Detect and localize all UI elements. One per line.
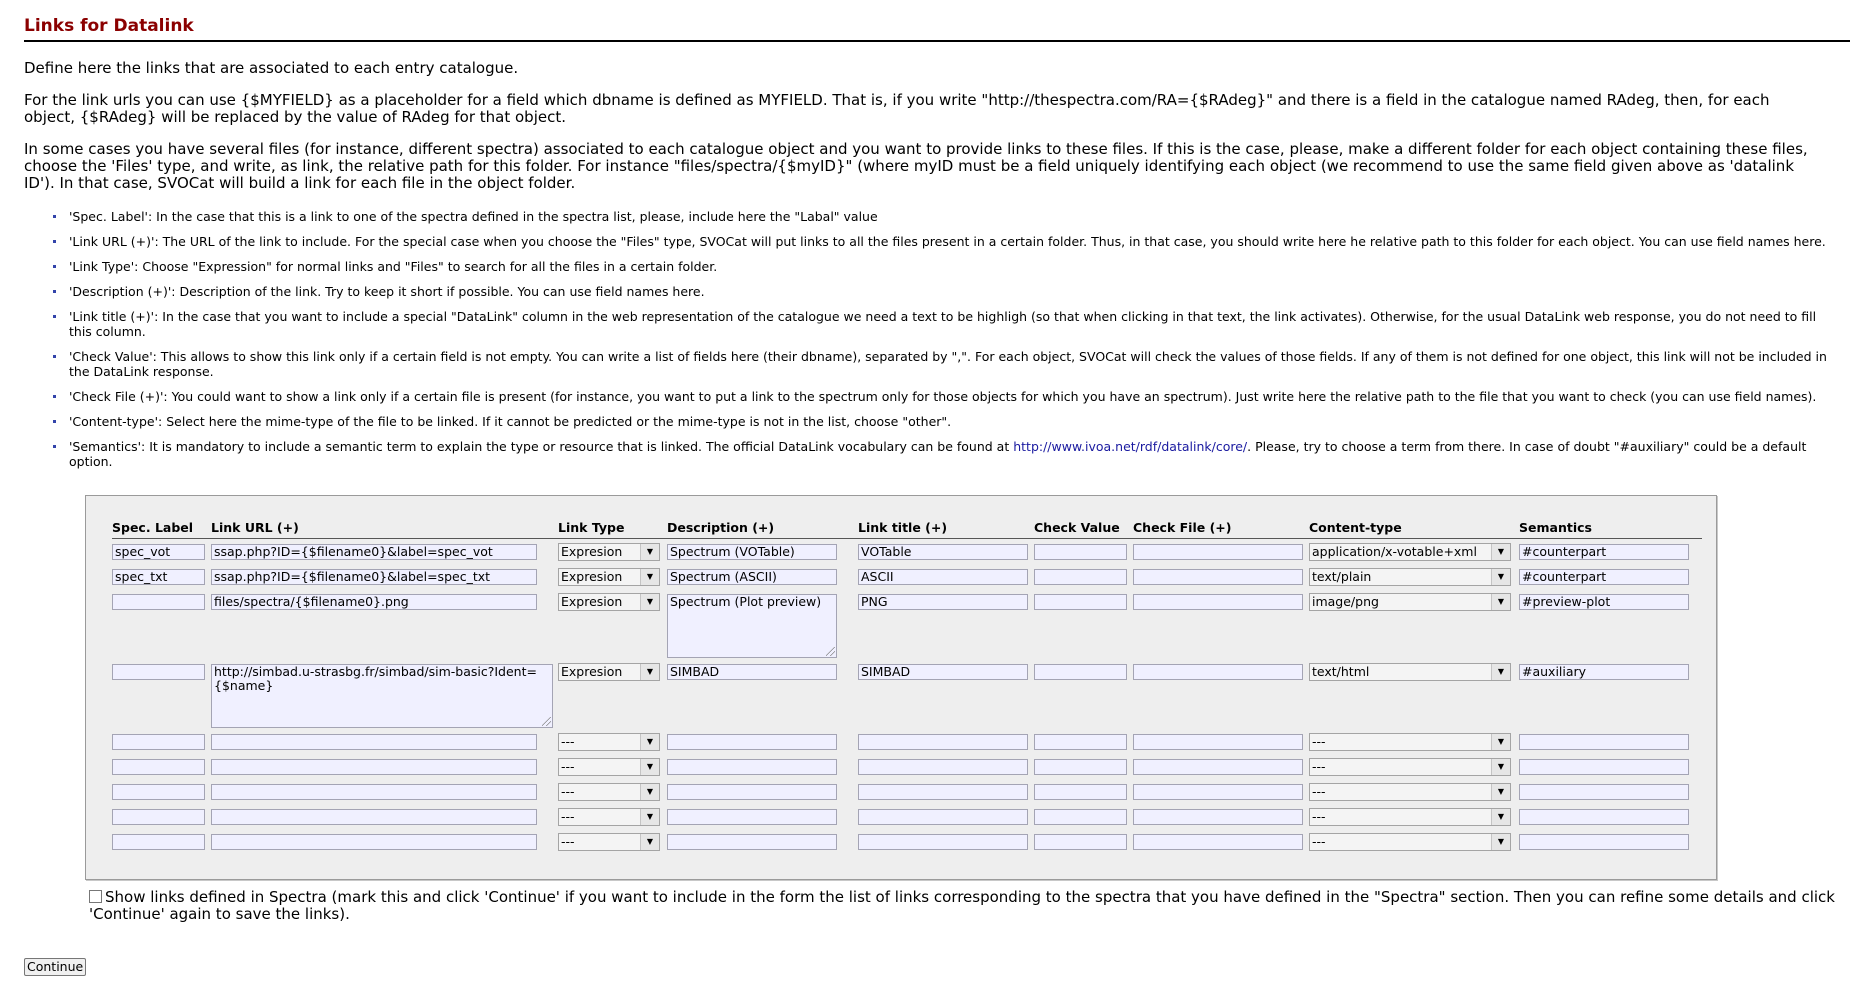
row-8-content-type-select[interactable]: [1309, 808, 1511, 826]
row-8-semantics-input[interactable]: [1519, 809, 1689, 825]
intro-text: Define here the links that are associated to each entry catalogue.: [24, 59, 519, 77]
row-7-content-type-value: ---: [1312, 784, 1326, 799]
row-5-content-type-value: ---: [1312, 734, 1326, 749]
row-2-link-url-input[interactable]: ssap.php?ID={$filename0}&label=spec_txt: [211, 569, 537, 585]
row-9-link-url-input[interactable]: [211, 834, 537, 850]
chevron-down-icon: ▼: [640, 569, 659, 585]
row-9-link-title-input[interactable]: [858, 834, 1028, 850]
datalink-vocabulary-link[interactable]: http://www.ivoa.net/rdf/datalink/core/: [1013, 439, 1248, 454]
row-4-link-url-text: http://simbad.u-strasbg.fr/simbad/sim-basic?Ident={$name}: [214, 664, 537, 693]
row-7-spec-label-input[interactable]: [112, 784, 205, 800]
row-6-link-url-input[interactable]: [211, 759, 537, 775]
row-9-check-value-input[interactable]: [1034, 834, 1127, 850]
chevron-down-icon: ▼: [640, 834, 659, 850]
row-4-content-type-select[interactable]: [1309, 663, 1511, 681]
row-3-check-value-input[interactable]: [1034, 594, 1127, 610]
chevron-down-icon: ▼: [640, 664, 659, 680]
column-help-list: [52, 209, 1842, 479]
chevron-down-icon: ▼: [640, 734, 659, 750]
row-4-link-type-value: Expresion: [561, 664, 623, 679]
row-3-description-text: Spectrum (Plot preview): [670, 594, 822, 609]
row-7-check-file-input[interactable]: [1133, 784, 1303, 800]
help-item-check-file: 'Check File (+)': You could want to show a link only if a certain file is present (for instance, you want to put a link to the spectrum only for those objects for which you have an spectrum). Just write here the relative path to the file that you want to check (you can use field names).: [52, 389, 1842, 404]
chevron-down-icon: ▼: [1491, 809, 1510, 825]
chevron-down-icon: ▼: [1491, 594, 1510, 610]
row-1-content-type-select[interactable]: [1309, 543, 1511, 561]
row-8-link-url-input[interactable]: [211, 809, 537, 825]
show-spectra-links-checkbox[interactable]: [89, 890, 102, 903]
row-4-description-input[interactable]: SIMBAD: [667, 664, 837, 680]
row-6-semantics-input[interactable]: [1519, 759, 1689, 775]
row-5-spec-label-input[interactable]: [112, 734, 205, 750]
page-title: Links for Datalink: [24, 16, 1850, 42]
row-2-check-file-input[interactable]: [1133, 569, 1303, 585]
row-1-check-file-input[interactable]: [1133, 544, 1303, 560]
column-header-link-url: Link URL (+): [211, 520, 299, 535]
chevron-down-icon: ▼: [640, 784, 659, 800]
chevron-down-icon: ▼: [1491, 734, 1510, 750]
row-9-content-type-select[interactable]: [1309, 833, 1511, 851]
row-1-link-type-value: Expresion: [561, 544, 623, 559]
chevron-down-icon: ▼: [1491, 834, 1510, 850]
row-9-description-input[interactable]: [667, 834, 837, 850]
row-2-description-input[interactable]: Spectrum (ASCII): [667, 569, 837, 585]
chevron-down-icon: ▼: [1491, 544, 1510, 560]
row-1-semantics-input[interactable]: #counterpart: [1519, 544, 1689, 560]
row-3-description-input[interactable]: [667, 594, 837, 658]
column-header-content-type: Content-type: [1309, 520, 1402, 535]
row-4-semantics-input[interactable]: #auxiliary: [1519, 664, 1689, 680]
chevron-down-icon: ▼: [1491, 569, 1510, 585]
row-9-link-type-value: ---: [561, 834, 575, 849]
help-item-link-title: 'Link title (+)': In the case that you want to include a special "DataLink" column in the web representation of the catalogue we need a text to be highligh (so that when clicking in that text, the link activates). Otherwise, for the usual DataLink web response, you do not need to fill this column.: [52, 309, 1842, 339]
row-1-check-value-input[interactable]: [1034, 544, 1127, 560]
chevron-down-icon: ▼: [1491, 784, 1510, 800]
row-8-link-type-select[interactable]: [558, 808, 660, 826]
row-7-link-type-select[interactable]: [558, 783, 660, 801]
row-8-description-input[interactable]: [667, 809, 837, 825]
row-2-link-type-select[interactable]: [558, 568, 660, 586]
row-9-content-type-value: ---: [1312, 834, 1326, 849]
semantics-help-text: 'Semantics': It is mandatory to include a semantic term to explain the type or resource that is linked. The official DataLink vocabulary can be found at: [69, 439, 1014, 454]
row-9-check-file-input[interactable]: [1133, 834, 1303, 850]
row-8-check-value-input[interactable]: [1034, 809, 1127, 825]
row-2-link-title-input[interactable]: ASCII: [858, 569, 1028, 585]
row-1-link-url-input[interactable]: ssap.php?ID={$filename0}&label=spec_vot: [211, 544, 537, 560]
row-5-link-url-input[interactable]: [211, 734, 537, 750]
help-item-semantics: [52, 439, 1842, 469]
row-5-link-title-input[interactable]: [858, 734, 1028, 750]
row-3-link-type-select[interactable]: [558, 593, 660, 611]
placeholder-help-text: For the link urls you can use {$MYFIELD} as a placeholder for a field which dbname is defined as MYFIELD. That is, if you write "http://thespectra.com/RA={$RAdeg}" and there is a field in the catalogue named RAdeg, then, for each object, {$RAdeg} will be replaced by the value of RAdeg for that object.: [24, 91, 1770, 126]
row-4-link-title-input[interactable]: SIMBAD: [858, 664, 1028, 680]
row-5-check-file-input[interactable]: [1133, 734, 1303, 750]
row-7-description-input[interactable]: [667, 784, 837, 800]
row-8-link-type-value: ---: [561, 809, 575, 824]
row-6-spec-label-input[interactable]: [112, 759, 205, 775]
row-4-content-type-value: text/html: [1312, 664, 1370, 679]
help-item-description: 'Description (+)': Description of the link. Try to keep it short if possible. You can use field names here.: [52, 284, 1842, 299]
help-item-link-url: 'Link URL (+)': The URL of the link to include. For the special case when you choose the "Files" type, SVOCat will put links to all the files present in a certain folder. Thus, in that case, you should write here he relative path to this folder for each object. You can use field names here.: [52, 234, 1842, 249]
help-item-content-type: 'Content-type': Select here the mime-type of the file to be linked. If it cannot be predicted or the mime-type is not in the list, choose "other".: [52, 414, 1842, 429]
row-8-content-type-value: ---: [1312, 809, 1326, 824]
chevron-down-icon: ▼: [640, 809, 659, 825]
resize-grip-icon[interactable]: [542, 717, 551, 726]
row-7-link-url-input[interactable]: [211, 784, 537, 800]
column-header-link-type: Link Type: [558, 520, 625, 535]
row-4-link-url-input[interactable]: [211, 664, 553, 728]
row-3-link-url-input[interactable]: files/spectra/{$filename0}.png: [211, 594, 537, 610]
column-header-description: Description (+): [667, 520, 775, 535]
row-9-semantics-input[interactable]: [1519, 834, 1689, 850]
row-5-semantics-input[interactable]: [1519, 734, 1689, 750]
chevron-down-icon: ▼: [640, 594, 659, 610]
row-1-description-input[interactable]: Spectrum (VOTable): [667, 544, 837, 560]
row-8-spec-label-input[interactable]: [112, 809, 205, 825]
show-spectra-links-label: Show links defined in Spectra (mark this and click 'Continue' if you want to include in the form the list of links corresponding to the spectra that you have defined in the "Spectra" section. Then you can refine some details and click 'Continue' again to save the links).: [89, 888, 1835, 923]
files-help-text: In some cases you have several files (for instance, different spectra) associated to each catalogue object and you want to provide links to these files. If this is the case, please, make a different folder for each object containing these files, choose the 'Files' type, and write, as link, the relative path for this folder. For instance "files/spectra/{$myID}" (where myID must be a field uniquely identifying each object (we recommend to use the same field given above as 'datalink ID'). In that case, SVOCat will build a link for each file in the object folder.: [24, 140, 1808, 192]
row-5-link-type-value: ---: [561, 734, 575, 749]
row-8-check-file-input[interactable]: [1133, 809, 1303, 825]
links-form-panel: [85, 495, 1717, 880]
row-5-link-type-select[interactable]: [558, 733, 660, 751]
row-1-spec-label-input[interactable]: spec_vot: [112, 544, 205, 560]
row-2-check-value-input[interactable]: [1034, 569, 1127, 585]
row-6-check-value-input[interactable]: [1034, 759, 1127, 775]
row-7-link-title-input[interactable]: [858, 784, 1028, 800]
row-3-content-type-value: image/png: [1312, 594, 1379, 609]
help-item-spec-label: 'Spec. Label': In the case that this is a link to one of the spectra defined in the spectra list, please, include here the "Labal" value: [52, 209, 1842, 224]
row-1-content-type-value: application/x-votable+xml: [1312, 544, 1477, 559]
row-3-content-type-select[interactable]: [1309, 593, 1511, 611]
row-6-link-title-input[interactable]: [858, 759, 1028, 775]
chevron-down-icon: ▼: [1491, 759, 1510, 775]
row-5-content-type-select[interactable]: [1309, 733, 1511, 751]
row-3-check-file-input[interactable]: [1133, 594, 1303, 610]
chevron-down-icon: ▼: [1491, 664, 1510, 680]
row-2-link-type-value: Expresion: [561, 569, 623, 584]
row-7-content-type-select[interactable]: [1309, 783, 1511, 801]
help-item-link-type: 'Link Type': Choose "Expression" for normal links and "Files" to search for all the files in a certain folder.: [52, 259, 1842, 274]
column-header-spec-label: Spec. Label: [112, 520, 194, 535]
row-6-content-type-value: ---: [1312, 759, 1326, 774]
resize-grip-icon[interactable]: [826, 647, 835, 656]
row-6-check-file-input[interactable]: [1133, 759, 1303, 775]
row-6-link-type-value: ---: [561, 759, 575, 774]
row-5-check-value-input[interactable]: [1034, 734, 1127, 750]
row-9-spec-label-input[interactable]: [112, 834, 205, 850]
row-4-link-type-select[interactable]: [558, 663, 660, 681]
row-2-semantics-input[interactable]: #counterpart: [1519, 569, 1689, 585]
row-4-check-value-input[interactable]: [1034, 664, 1127, 680]
row-6-description-input[interactable]: [667, 759, 837, 775]
help-item-check-value: 'Check Value': This allows to show this link only if a certain field is not empty. You can write a list of fields here (their dbname), separated by ",". For each object, SVOCat will check the values of those fields. If any of them is not defined for one object, this link will not be included in the DataLink response.: [52, 349, 1842, 379]
row-5-description-input[interactable]: [667, 734, 837, 750]
row-4-check-file-input[interactable]: [1133, 664, 1303, 680]
row-7-check-value-input[interactable]: [1034, 784, 1127, 800]
row-3-link-type-value: Expresion: [561, 594, 623, 609]
row-2-spec-label-input[interactable]: spec_txt: [112, 569, 205, 585]
row-1-link-type-select[interactable]: [558, 543, 660, 561]
semantics-help-text-end: . Please, try to choose a term from there. In case of doubt "#auxiliary" could be a default option.: [69, 439, 1807, 469]
chevron-down-icon: ▼: [640, 759, 659, 775]
row-9-link-type-select[interactable]: [558, 833, 660, 851]
row-3-spec-label-input[interactable]: [112, 594, 205, 610]
column-header-link-title: Link title (+): [858, 520, 948, 535]
column-header-check-value: Check Value: [1034, 520, 1120, 535]
column-header-check-file: Check File (+): [1133, 520, 1232, 535]
row-3-link-title-input[interactable]: PNG: [858, 594, 1028, 610]
continue-button[interactable]: Continue: [24, 958, 86, 976]
row-6-link-type-select[interactable]: [558, 758, 660, 776]
header-divider: [112, 538, 1702, 539]
row-4-spec-label-input[interactable]: [112, 664, 205, 680]
row-8-link-title-input[interactable]: [858, 809, 1028, 825]
row-3-semantics-input[interactable]: #preview-plot: [1519, 594, 1689, 610]
column-header-semantics: Semantics: [1519, 520, 1592, 535]
row-1-link-title-input[interactable]: VOTable: [858, 544, 1028, 560]
show-spectra-links-option: [89, 889, 1849, 923]
row-7-link-type-value: ---: [561, 784, 575, 799]
row-2-content-type-value: text/plain: [1312, 569, 1372, 584]
chevron-down-icon: ▼: [640, 544, 659, 560]
row-2-content-type-select[interactable]: [1309, 568, 1511, 586]
row-7-semantics-input[interactable]: [1519, 784, 1689, 800]
row-6-content-type-select[interactable]: [1309, 758, 1511, 776]
